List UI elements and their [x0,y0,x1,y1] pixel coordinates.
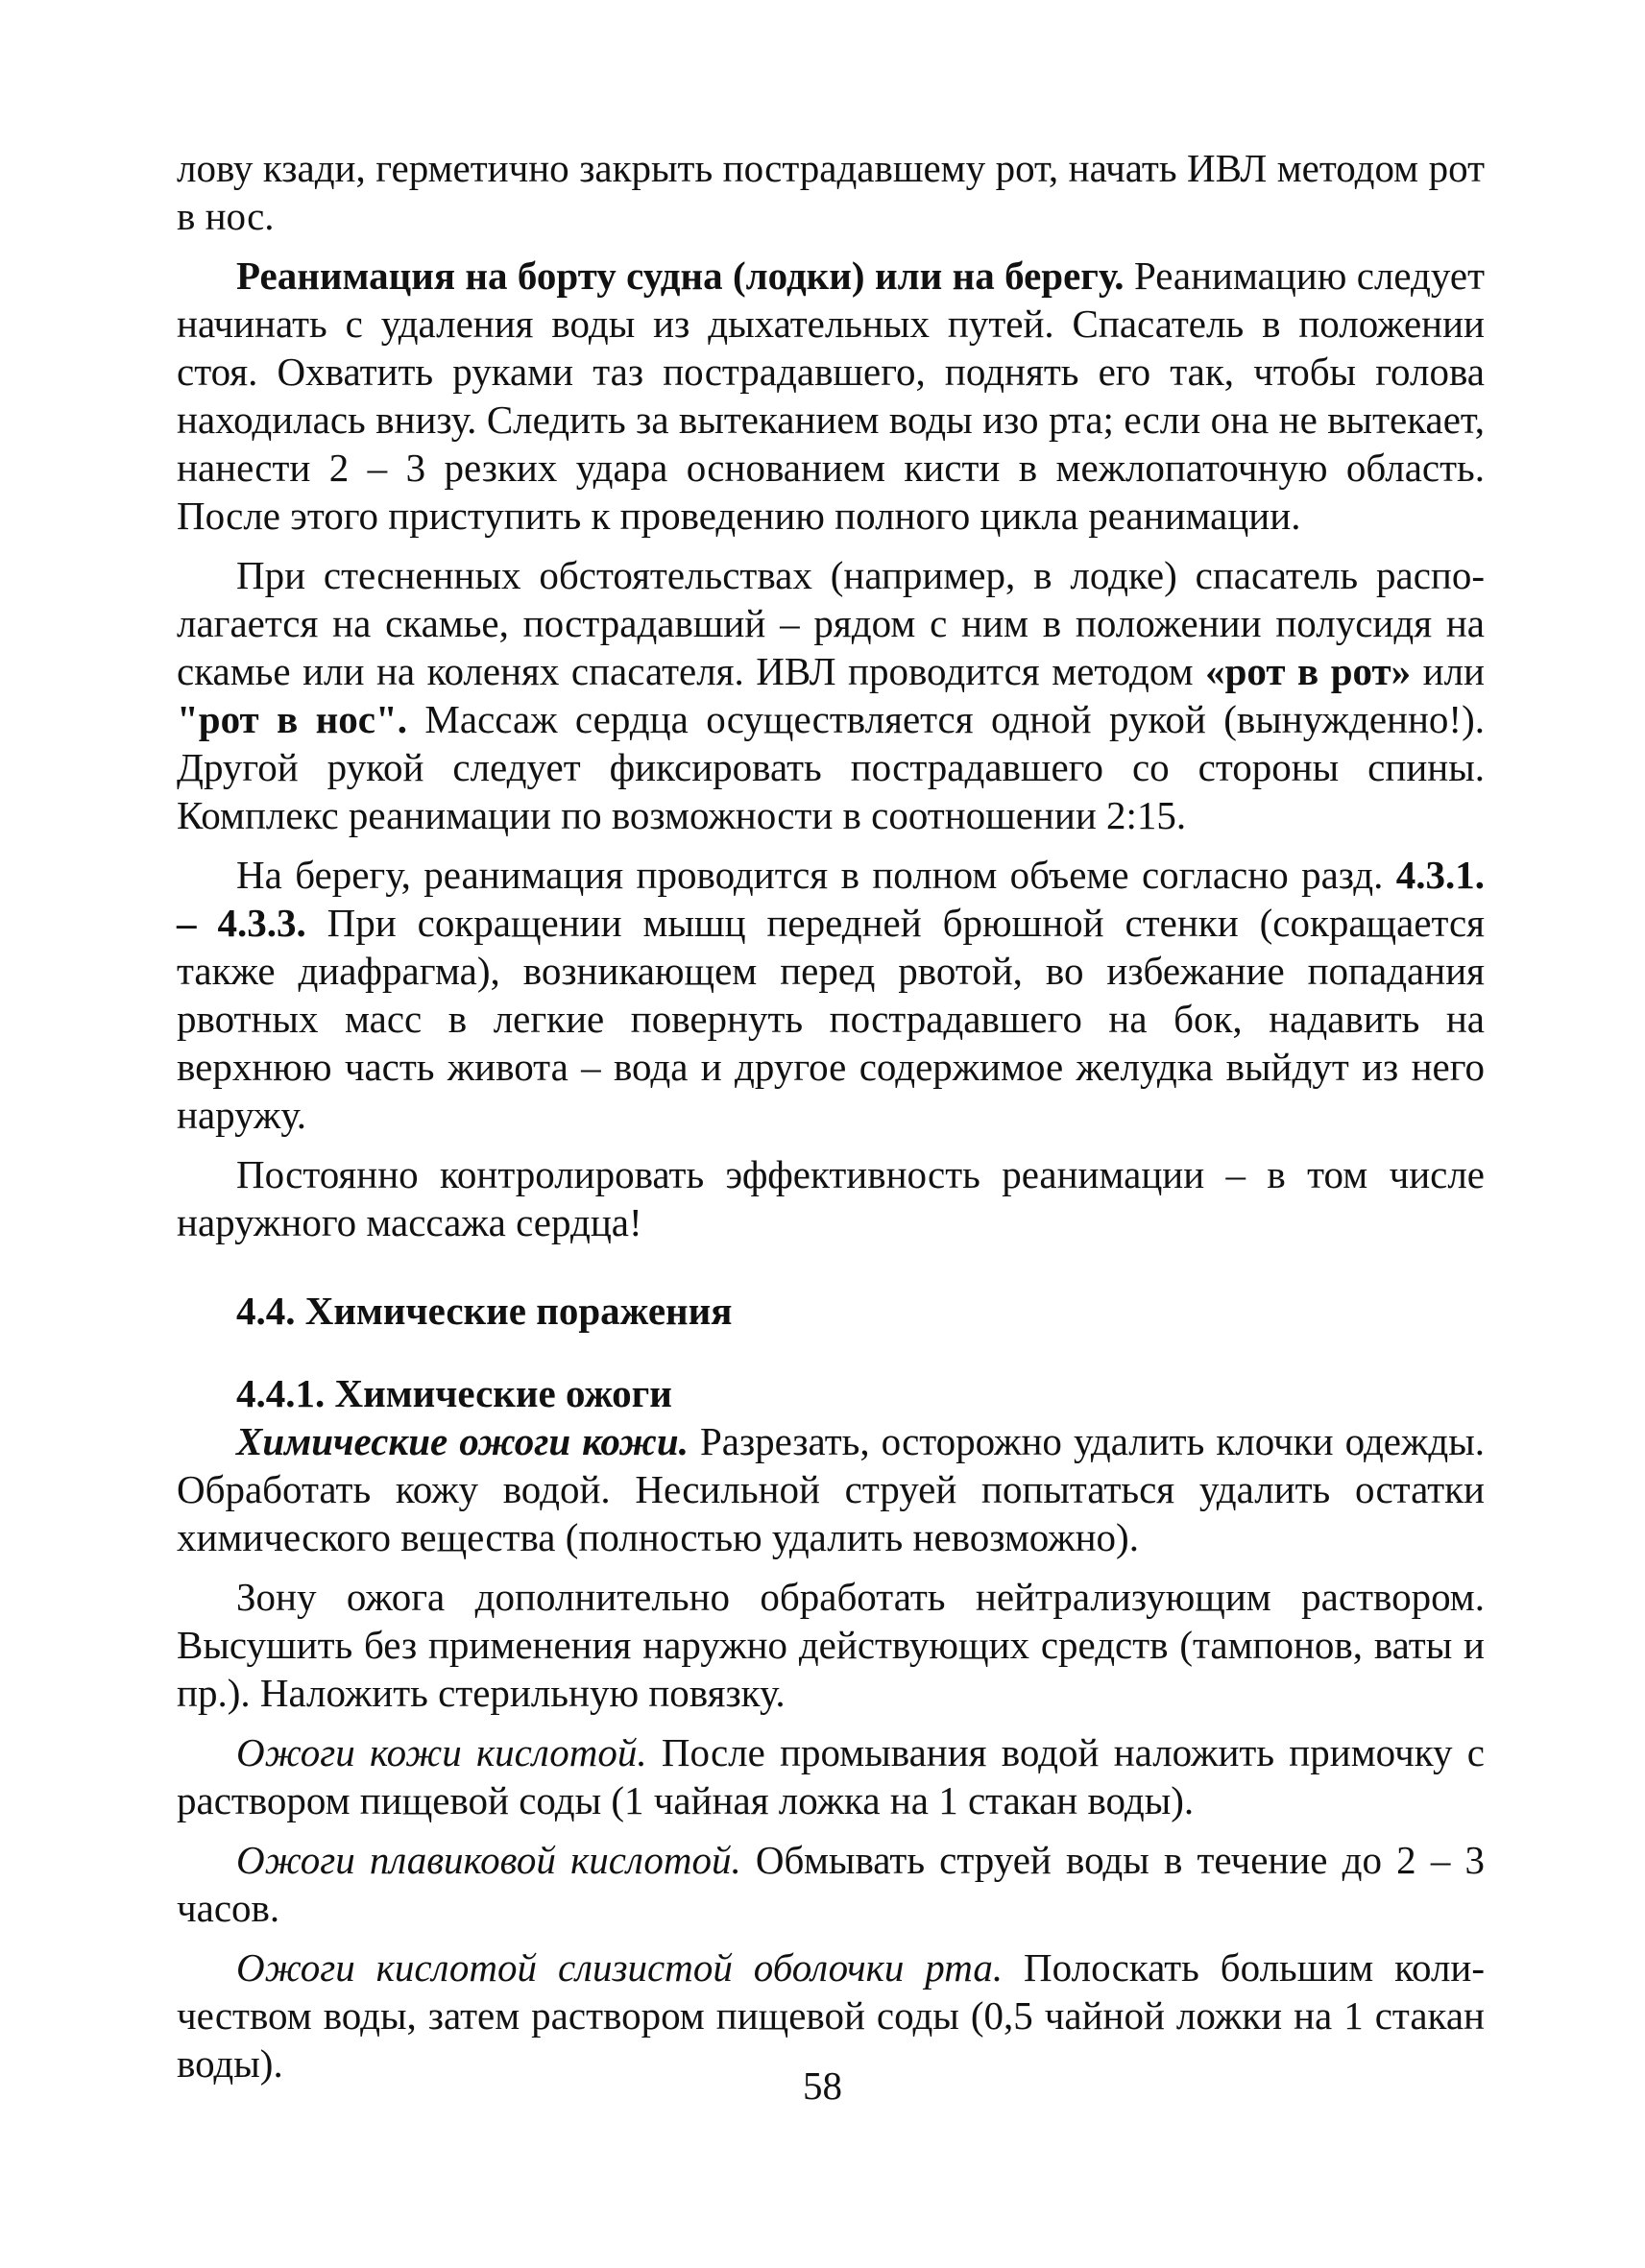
paragraph-skin-burns [177,1417,1485,1561]
paragraph-continued [177,144,1485,240]
paragraph-run-in-heading: Реанимация на борту судна (лодки) или на берегу. [236,253,1125,298]
paragraph-on-shore [177,851,1485,1139]
paragraph-text: После промывания водой наложить примочку с раствором пищевой соды (1 чайная ложка на 1 стакан воды). [177,1730,1485,1822]
paragraph-text: Реанимацию следует начинать с удаления воды из дыхательных путей. Спасатель в положении стоя. Охватить руками таз пострадавшего, поднять его так, чтобы голова находилась внизу. Следить за вытеканием воды изо рта; если она не вытекает, нанести 2 – 3 резких удара основанием кисти в межлопаточную область. После этого приступить к проведению полного цикла реанимации. [177,253,1485,538]
paragraph-text: Постоянно контролировать эффективность реанимации – в том числе наружного массажа сердца! [177,1152,1485,1244]
bold-term: «рот в рот» [1205,649,1412,693]
paragraph-run-in-heading: Ожоги кислотой слизистой оболочки рта. [236,1945,1004,1990]
page-body [177,144,1485,2087]
section-heading-4-4: 4.4. Химические поражения [236,1289,733,1333]
paragraph-text: На берегу, реанимация проводится в полном объеме согласно разд. [236,853,1396,897]
paragraph-boat-reanimation [177,252,1485,540]
bold-term: "рот в нос". [177,697,407,741]
paragraph-hydrofluoric-acid-burns [177,1836,1485,1932]
paragraph-run-in-heading: Химические ожоги кожи. [236,1419,689,1463]
paragraph-text: Массаж сердца осуществляется одной рукой (вынужденно!). Другой рукой следует фиксировать пострадавшего со стороны спины. Комплекс реанимации по возможности в соотношении 2:15. [177,697,1485,837]
paragraph-text: Разрезать, осторожно удалить клочки одежды. Обработать кожу водой. Несильной струей попытаться удалить остатки химического вещества (полностью удалить невозможно). [177,1419,1485,1559]
paragraph-run-in-heading: Ожоги кожи кислотой. [236,1730,647,1774]
section-heading-4-4-1: 4.4.1. Химические ожоги [236,1371,672,1415]
paragraph-text: При сокращении мышц передней брюшной стенки (сокращается также диафрагма), возникающем перед рвотой, во избежание попадания рвотных масс в легкие повернуть пострадавшего на бок, надавить на верхнюю часть живота – вода и другое содержимое желудка выйдут из него наружу. [177,901,1486,1137]
paragraph-text: Полоскать большим количеством воды, затем раствором пищевой соды (0,5 чайной ложки на 1 стакан воды). [177,1945,1486,2086]
page-number: 58 [803,2063,842,2108]
paragraph-run-in-heading: Ожоги плавиковой кислотой. [236,1838,741,1882]
section-reference: 4.3.1. – 4.3.3. [177,853,1485,945]
paragraph-acid-skin-burns [177,1728,1485,1824]
paragraph-cramped-conditions [177,551,1485,839]
paragraph-text: лову кзади, герметично закрыть пострадавшему рот, начать ИВЛ методом рот в нос. [177,146,1485,238]
paragraph-text: При стесненных обстоятельствах (например, в лодке) спасатель располагается на скамье, пострадавший – рядом с ним в положении полусидя на скамье или на коленях спасателя. ИВЛ проводится методом [177,553,1485,693]
paragraph-text: Обмывать струей воды в течение до 2 – 3 часов. [177,1838,1485,1930]
paragraph-monitor [177,1150,1485,1246]
paragraph-text: или [1411,649,1485,693]
paragraph-burn-zone [177,1573,1485,1717]
paragraph-text: Зону ожога дополнительно обработать нейтрализующим раствором. Высушить без применения наружно действующих средств (тампонов, ваты и пр.). Наложить стерильную повязку. [177,1575,1485,1715]
